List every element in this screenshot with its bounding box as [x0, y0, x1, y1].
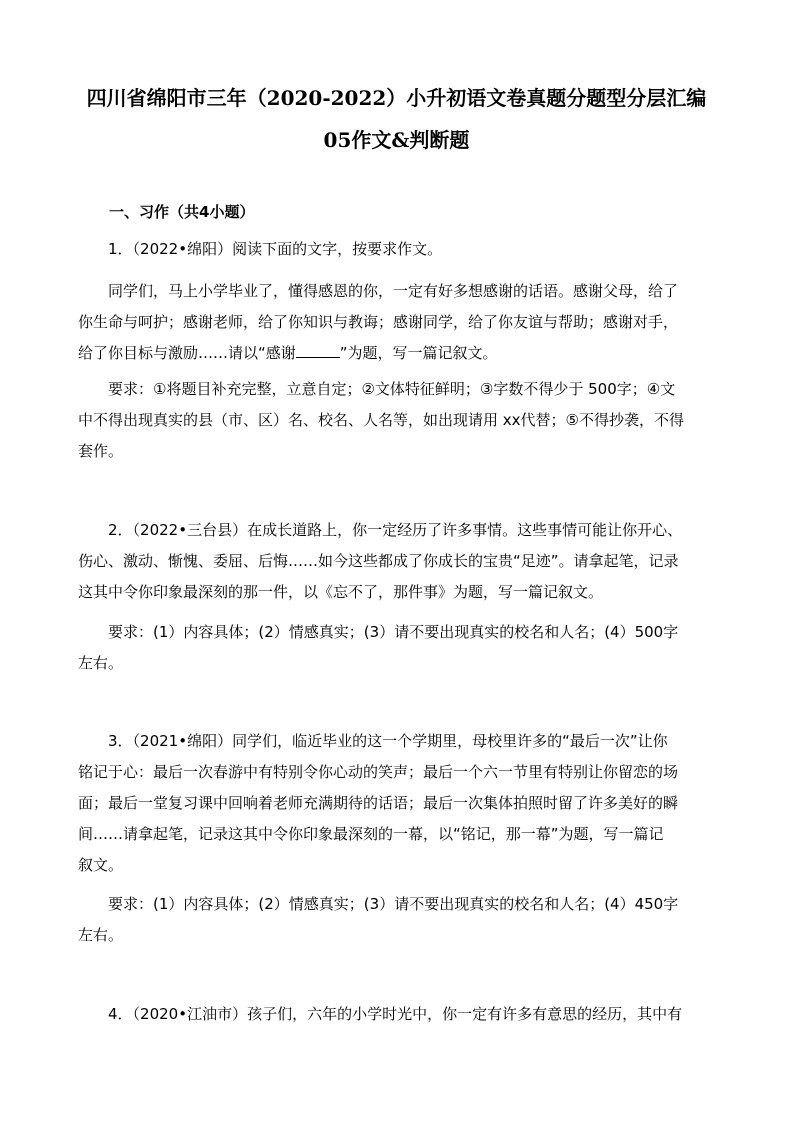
requirement-line: 要求：(1）内容具体；(2）情感真实；(3）请不要出现真实的校名和人名；(4）450字 [108, 895, 679, 913]
requirement-line: 中不得出现真实的县（市、区）名、校名、人名等，如出现请用 xx代替；⑤不得抄袭，不得 [78, 411, 684, 429]
fill-blank [296, 343, 340, 358]
question-4-prompt [78, 999, 718, 1030]
prompt-text: 给了你目标与激励……请以“感谢 [78, 344, 296, 362]
requirement-line: 套作。 [78, 442, 124, 460]
prompt-line: 4．（2020•江油市）孩子们，六年的小学时光中，你一定有许多有意思的经历，其中有 [108, 1005, 683, 1023]
question-3-requirements [78, 889, 718, 951]
question-2-requirements [78, 617, 718, 679]
prompt-line: 3．（2021•绵阳）同学们，临近毕业的这一个学期里，母校里许多的“最后一次”让你 [108, 732, 668, 750]
prompt-line: 同学们，马上小学毕业了，懂得感恩的你，一定有好多想感谢的话语。感谢父母，给了 [108, 282, 679, 300]
question-1-requirements [78, 374, 718, 467]
document-subtitle: 05作文&判断题 [323, 128, 470, 152]
prompt-line: 间……请拿起笔，记录这其中令你印象最深刻的一幕，以“铭记，那一幕”为题，写一篇记 [78, 825, 664, 843]
question-1-prompt [78, 276, 718, 369]
prompt-text: ”为题，写一篇记叙文。 [339, 344, 498, 362]
prompt-line [78, 338, 718, 369]
requirement-line: 要求：(1）内容具体；(2）情感真实；(3）请不要出现真实的校名和人名；(4）500字 [108, 623, 679, 641]
prompt-line: 伤心、激动、惭愧、委屈、后悔……如今这些都成了你成长的宝贵“足迹”。请拿起笔，记录 [78, 552, 679, 570]
question-3-prompt [78, 726, 718, 881]
question-1-heading: 1．（2022•绵阳）阅读下面的文字，按要求作文。 [108, 240, 443, 258]
section-heading: 一、习作（共4小题） [109, 203, 255, 221]
question-2-prompt [78, 515, 718, 608]
prompt-line: 2．（2022•三台县）在成长道路上，你一定经历了许多事情。这些事情可能让你开心、 [108, 521, 683, 539]
prompt-line: 铭记于心：最后一次春游中有特别令你心动的笑声；最后一个六一节里有特别让你留恋的场 [78, 763, 679, 781]
prompt-line: 叙文。 [78, 856, 124, 874]
document-title: 四川省绵阳市三年（2020-2022）小升初语文卷真题分题型分层汇编 [86, 86, 707, 110]
requirement-line: 左右。 [78, 654, 124, 672]
prompt-line: 你生命与呵护；感谢老师，给了你知识与教诲；感谢同学，给了你友谊与帮助；感谢对手， [78, 313, 679, 331]
requirement-line: 要求：①将题目补充完整，立意自定；②文体特征鲜明；③字数不得少于 500字；④文 [108, 380, 676, 398]
prompt-line: 面；最后一堂复习课中回响着老师充满期待的话语；最后一次集体拍照时留了许多美好的瞬 [78, 794, 679, 812]
requirement-line: 左右。 [78, 926, 124, 944]
prompt-line: 这其中令你印象最深刻的那一件，以《忘不了，那件事》为题，写一篇记叙文。 [78, 583, 604, 601]
